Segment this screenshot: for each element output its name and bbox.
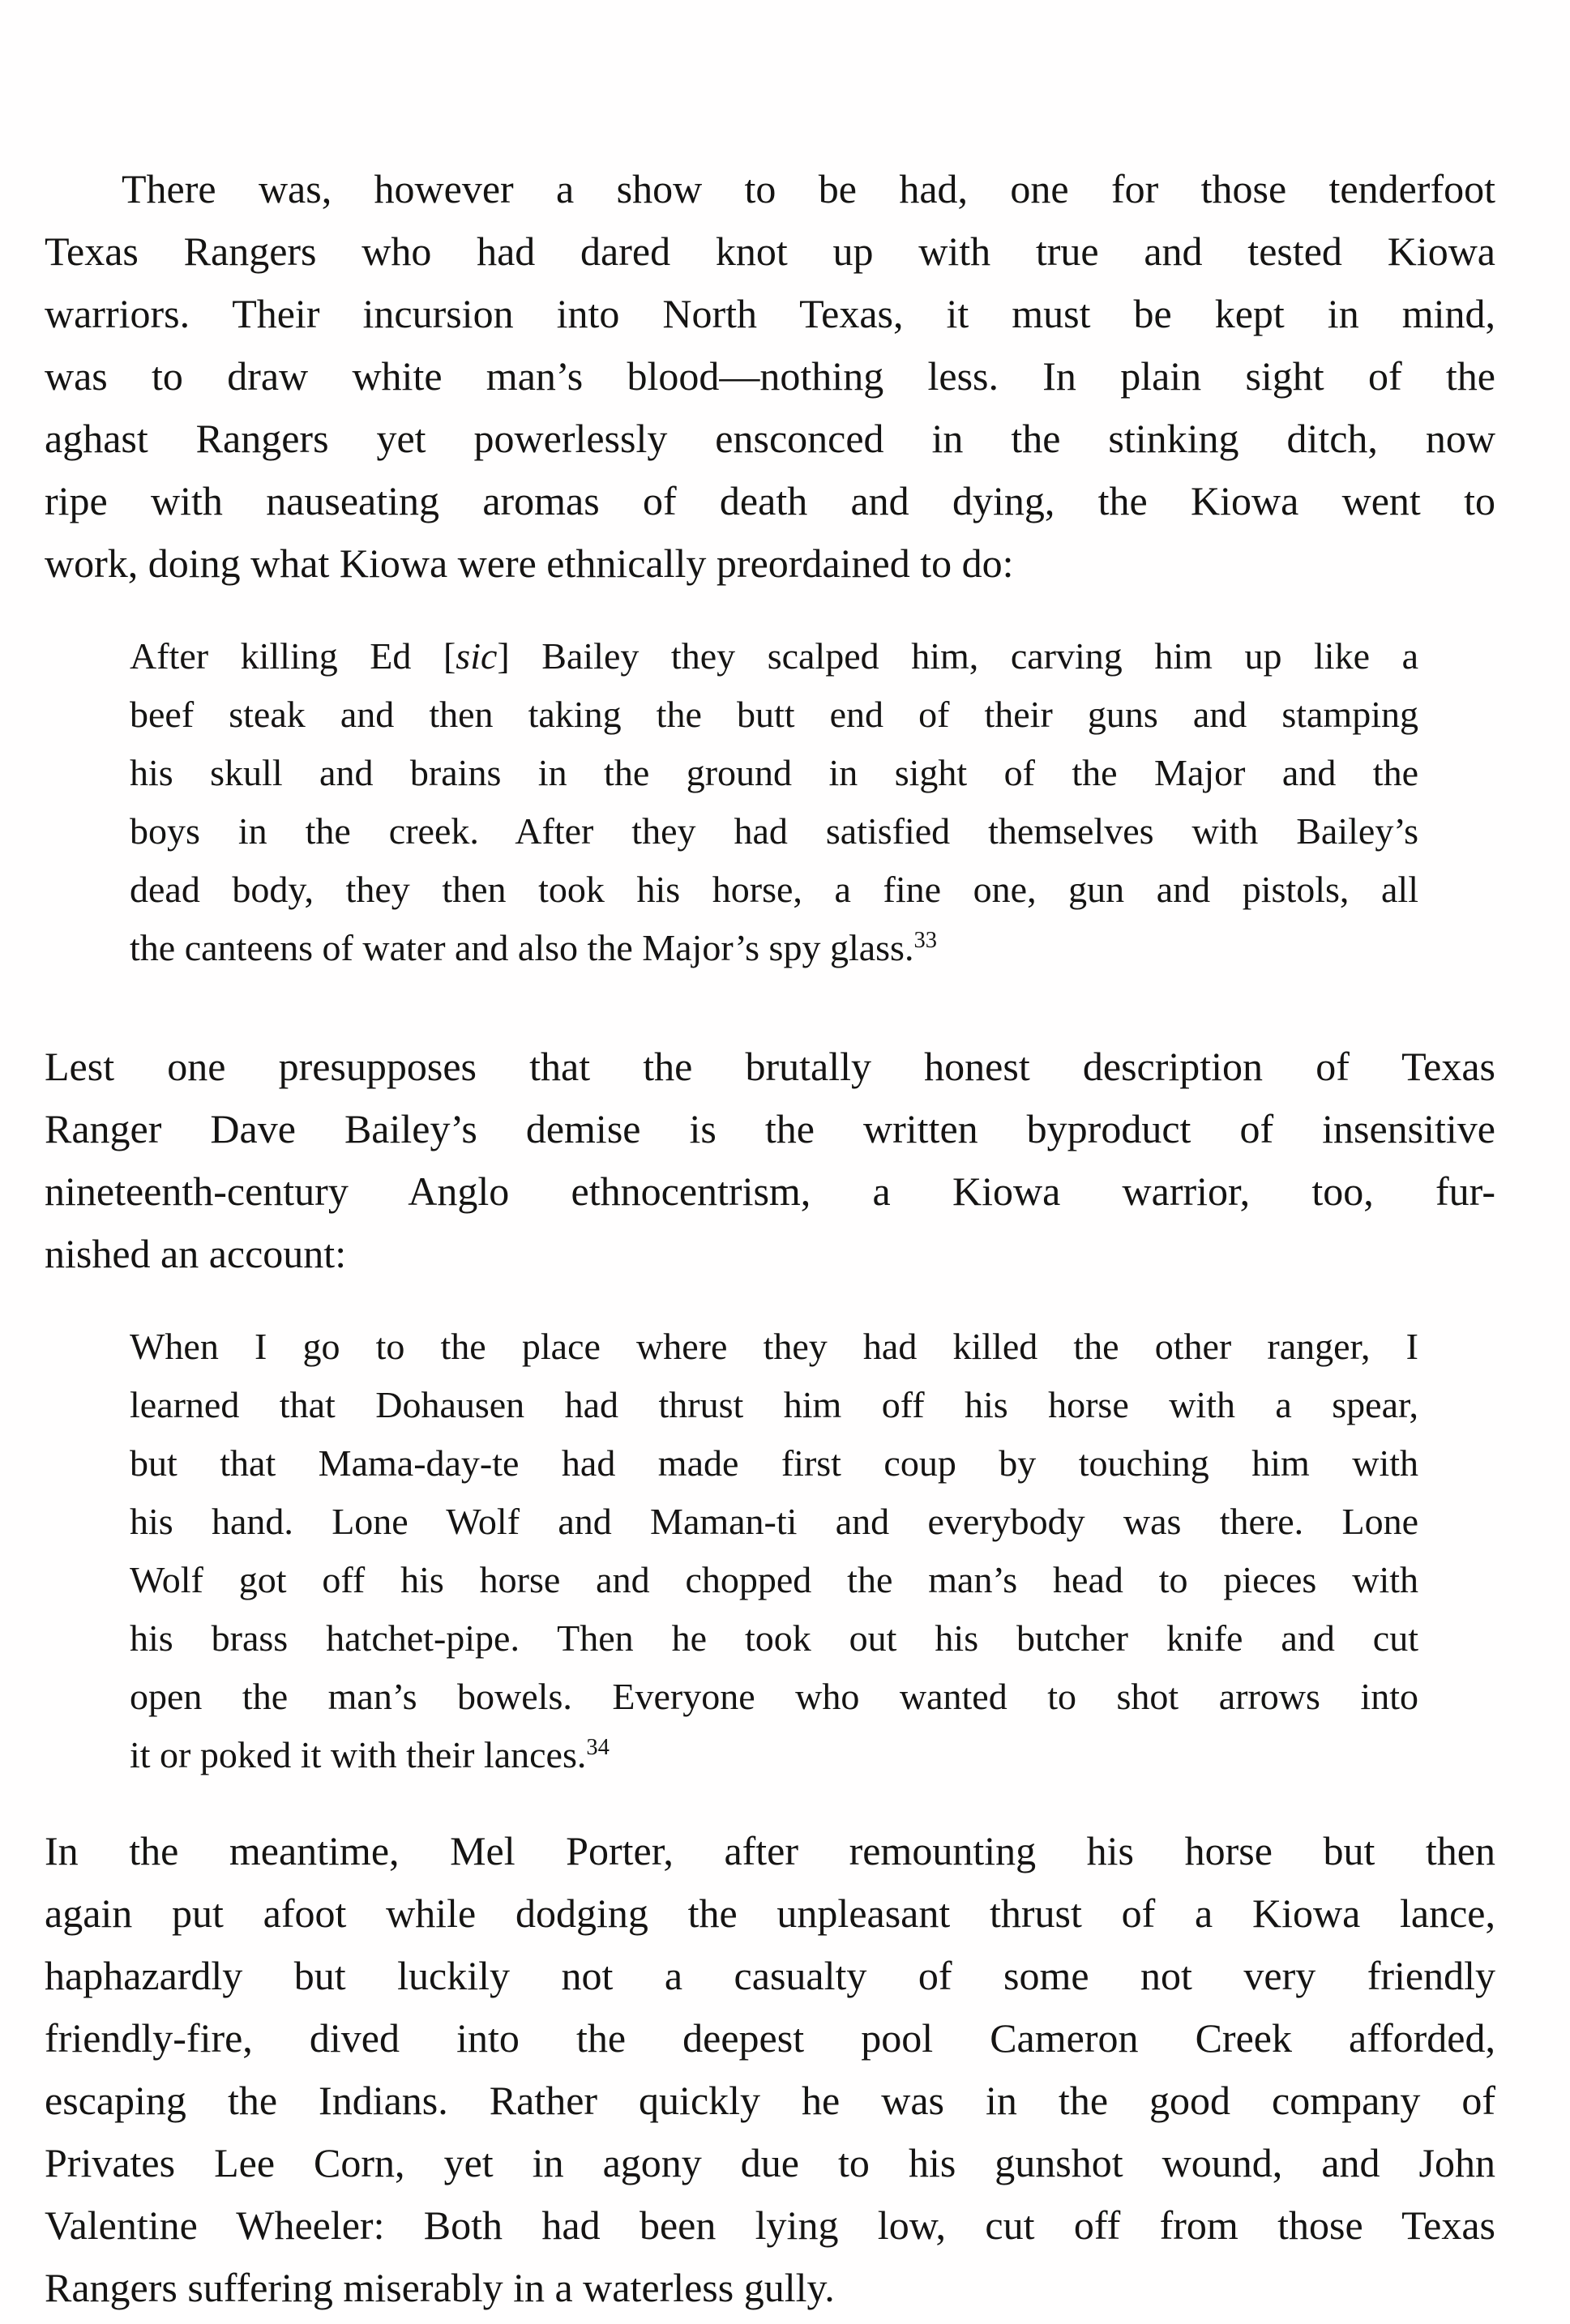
- text-line: nineteenth-century Anglo ethnocentrism, a Kiowa warrior, too, fur-: [45, 1168, 1495, 1214]
- sic-italic: sic: [456, 635, 498, 677]
- text-line: Texas Rangers who had dared knot up with true and tested Kiowa: [45, 229, 1495, 274]
- text-line: his brass hatchet-pipe. Then he took out his butcher knife and cut: [130, 1617, 1418, 1659]
- footnote-ref-33: 33: [913, 928, 937, 954]
- text-line: his hand. Lone Wolf and Maman-ti and everybody was there. Lone: [130, 1501, 1418, 1542]
- text-line: friendly-fire, dived into the deepest pool Cameron Creek afforded,: [45, 2015, 1495, 2061]
- text-line: There was, however a show to be had, one for those tenderfoot: [122, 166, 1495, 211]
- footnote-ref-34: 34: [586, 1735, 610, 1761]
- quote-text: After killing Ed [: [130, 635, 456, 677]
- text-line: escaping the Indians. Rather quickly he was in the good company of: [45, 2078, 1495, 2123]
- text-line: but that Mama-day-te had made first coup by touching him with: [130, 1442, 1418, 1484]
- text-line: open the man’s bowels. Everyone who wanted to shot arrows into: [130, 1676, 1418, 1717]
- paragraph-1: [45, 158, 1495, 595]
- quote-text: the canteens of water and also the Major’s spy glass.: [130, 927, 914, 968]
- text-line: nished an account:: [45, 1231, 347, 1276]
- text-line: ripe with nauseating aromas of death and dying, the Kiowa went to: [45, 478, 1495, 523]
- text-line: aghast Rangers yet powerlessly ensconced in the stinking ditch, now: [45, 416, 1495, 461]
- text-line: Lest one presupposes that the brutally honest description of Texas: [45, 1044, 1495, 1089]
- text-line: was to draw white man’s blood—nothing less. In plain sight of the: [45, 353, 1495, 399]
- blockquote-2: [130, 1318, 1418, 1784]
- text-line: In the meantime, Mel Porter, after remounting his horse but then: [45, 1828, 1495, 1873]
- text-line: [130, 627, 1418, 686]
- text-line: learned that Dohausen had thrust him off his horse with a spear,: [130, 1384, 1418, 1425]
- text-line: beef steak and then taking the butt end of their guns and stamping: [130, 694, 1418, 735]
- text-line: Ranger Dave Bailey’s demise is the written byproduct of insensitive: [45, 1106, 1495, 1151]
- text-line: boys in the creek. After they had satisfied themselves with Bailey’s: [130, 810, 1418, 852]
- text-line: When I go to the place where they had killed the other ranger, I: [130, 1326, 1418, 1367]
- quote-text: it or poked it with their lances.: [130, 1734, 587, 1775]
- blockquote-1: [130, 627, 1418, 977]
- text-line: again put afoot while dodging the unpleasant thrust of a Kiowa lance,: [45, 1890, 1495, 1936]
- text-line: warriors. Their incursion into North Texas, it must be kept in mind,: [45, 291, 1495, 336]
- text-line: [130, 919, 1418, 977]
- text-line: Wolf got off his horse and chopped the man’s head to pieces with: [130, 1559, 1418, 1600]
- text-line: dead body, they then took his horse, a fine one, gun and pistols, all: [130, 869, 1418, 910]
- quote-text: ] Bailey they scalped him, carving him up like a: [497, 635, 1418, 677]
- text-line: Valentine Wheeler: Both had been lying low, cut off from those Texas: [45, 2202, 1495, 2248]
- text-line: [130, 1726, 1418, 1784]
- text-line: Rangers suffering miserably in a waterless gully.: [45, 2265, 835, 2310]
- paragraph-3: [45, 1820, 1495, 2319]
- text-line: Privates Lee Corn, yet in agony due to his gunshot wound, and John: [45, 2140, 1495, 2185]
- text-line: his skull and brains in the ground in sight of the Major and the: [130, 752, 1418, 793]
- text-line: work, doing what Kiowa were ethnically preordained to do:: [45, 540, 1014, 586]
- paragraph-2: [45, 1036, 1495, 1285]
- text-line: haphazardly but luckily not a casualty of some not very friendly: [45, 1953, 1495, 1998]
